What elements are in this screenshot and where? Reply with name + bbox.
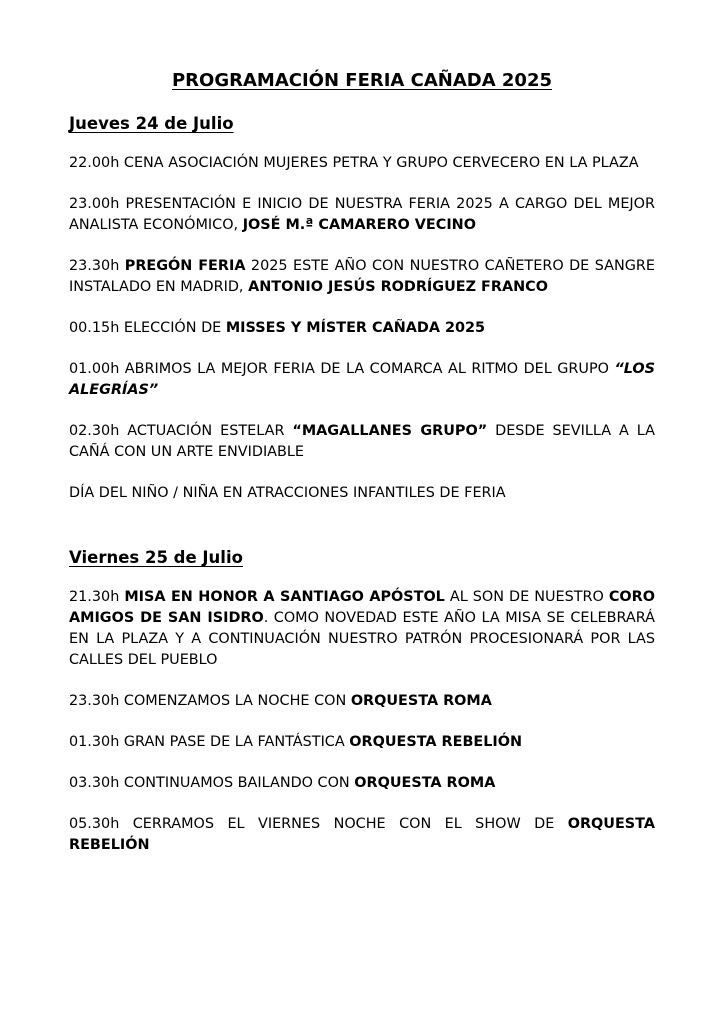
document-title: PROGRAMACIÓN FERIA CAÑADA 2025	[171, 70, 553, 91]
day-section	[69, 112, 655, 504]
entry-text: DESDE SEVILLA A LA CAÑÁ CON UN ARTE ENVIDIABLE	[69, 423, 655, 460]
emphasis-text: “MAGALLANES GRUPO”	[292, 423, 488, 439]
day-section	[69, 546, 655, 856]
program-entry	[69, 421, 655, 463]
emphasis-text: MISSES Y MÍSTER CAÑADA 2025	[225, 320, 486, 336]
entry-text: 23.30h	[69, 258, 125, 274]
entry-text: 01.30h GRAN PASE DE LA FANTÁSTICA	[69, 734, 350, 750]
day-heading: Jueves 24 de Julio	[69, 114, 234, 133]
emphasis-text: PREGÓN FERIA	[124, 258, 246, 274]
emphasis-text: ANTONIO JESÚS RODRÍGUEZ FRANCO	[248, 279, 548, 295]
program-entry	[69, 483, 655, 504]
entry-text: 05.30h CERRAMOS EL VIERNES NOCHE CON EL SHOW DE	[69, 816, 568, 832]
entry-text: 23.00h PRESENTACIÓN E INICIO DE NUESTRA FERIA 2025 A CARGO DEL MEJOR ANALISTA ECONÓMICO,	[69, 196, 655, 233]
emphasis-text: ORQUESTA ROMA	[354, 775, 496, 791]
emphasis-text: ORQUESTA REBELIÓN	[69, 816, 655, 853]
day-heading: Viernes 25 de Julio	[69, 548, 243, 567]
emphasis-text: ORQUESTA REBELIÓN	[349, 734, 523, 750]
program-entry	[69, 318, 655, 339]
program-days	[69, 112, 655, 856]
entry-text: 2025 ESTE AÑO CON NUESTRO CAÑETERO DE SANGRE INSTALADO EN MADRID,	[69, 258, 655, 295]
entry-text: 21.30h	[69, 589, 125, 605]
entry-text: DÍA DEL NIÑO / NIÑA EN ATRACCIONES INFANTILES DE FERIA	[69, 485, 506, 501]
document-page	[69, 68, 655, 876]
entry-text: 00.15h ELECCIÓN DE	[69, 320, 226, 336]
emphasis-text: MISA EN HONOR A SANTIAGO APÓSTOL	[124, 589, 445, 605]
program-entry	[69, 814, 655, 856]
entry-text: 22.00h CENA ASOCIACIÓN MUJERES PETRA Y GRUPO CERVECERO EN LA PLAZA	[69, 155, 639, 171]
emphasis-text: JOSÉ M.ª CAMARERO VECINO	[242, 217, 476, 233]
program-entry	[69, 773, 655, 794]
program-entry	[69, 359, 655, 401]
program-entry	[69, 732, 655, 753]
entry-text: 23.30h COMENZAMOS LA NOCHE CON	[69, 693, 351, 709]
entry-text: . COMO NOVEDAD ESTE AÑO LA MISA SE CELEBRARÁ EN LA PLAZA Y A CONTINUACIÓN NUESTRO PATRÓN PROCESIONARÁ POR LAS CALLES DEL PUEBLO	[69, 610, 655, 668]
emphasis-text: ORQUESTA ROMA	[350, 693, 492, 709]
program-entry	[69, 587, 655, 671]
program-entry	[69, 256, 655, 298]
emphasis-text: “LOS ALEGRÍAS”	[69, 361, 655, 398]
emphasis-text: CORO AMIGOS DE SAN ISIDRO	[69, 589, 655, 626]
program-entry	[69, 194, 655, 236]
program-entry	[69, 153, 655, 174]
entry-text: 01.00h ABRIMOS LA MEJOR FERIA DE LA COMARCA AL RITMO DEL GRUPO	[69, 361, 615, 377]
entry-text: 02.30h ACTUACIÓN ESTELAR	[69, 423, 293, 439]
entry-text: AL SON DE NUESTRO	[444, 589, 609, 605]
program-entry	[69, 691, 655, 712]
entry-text: 03.30h CONTINUAMOS BAILANDO CON	[69, 775, 355, 791]
